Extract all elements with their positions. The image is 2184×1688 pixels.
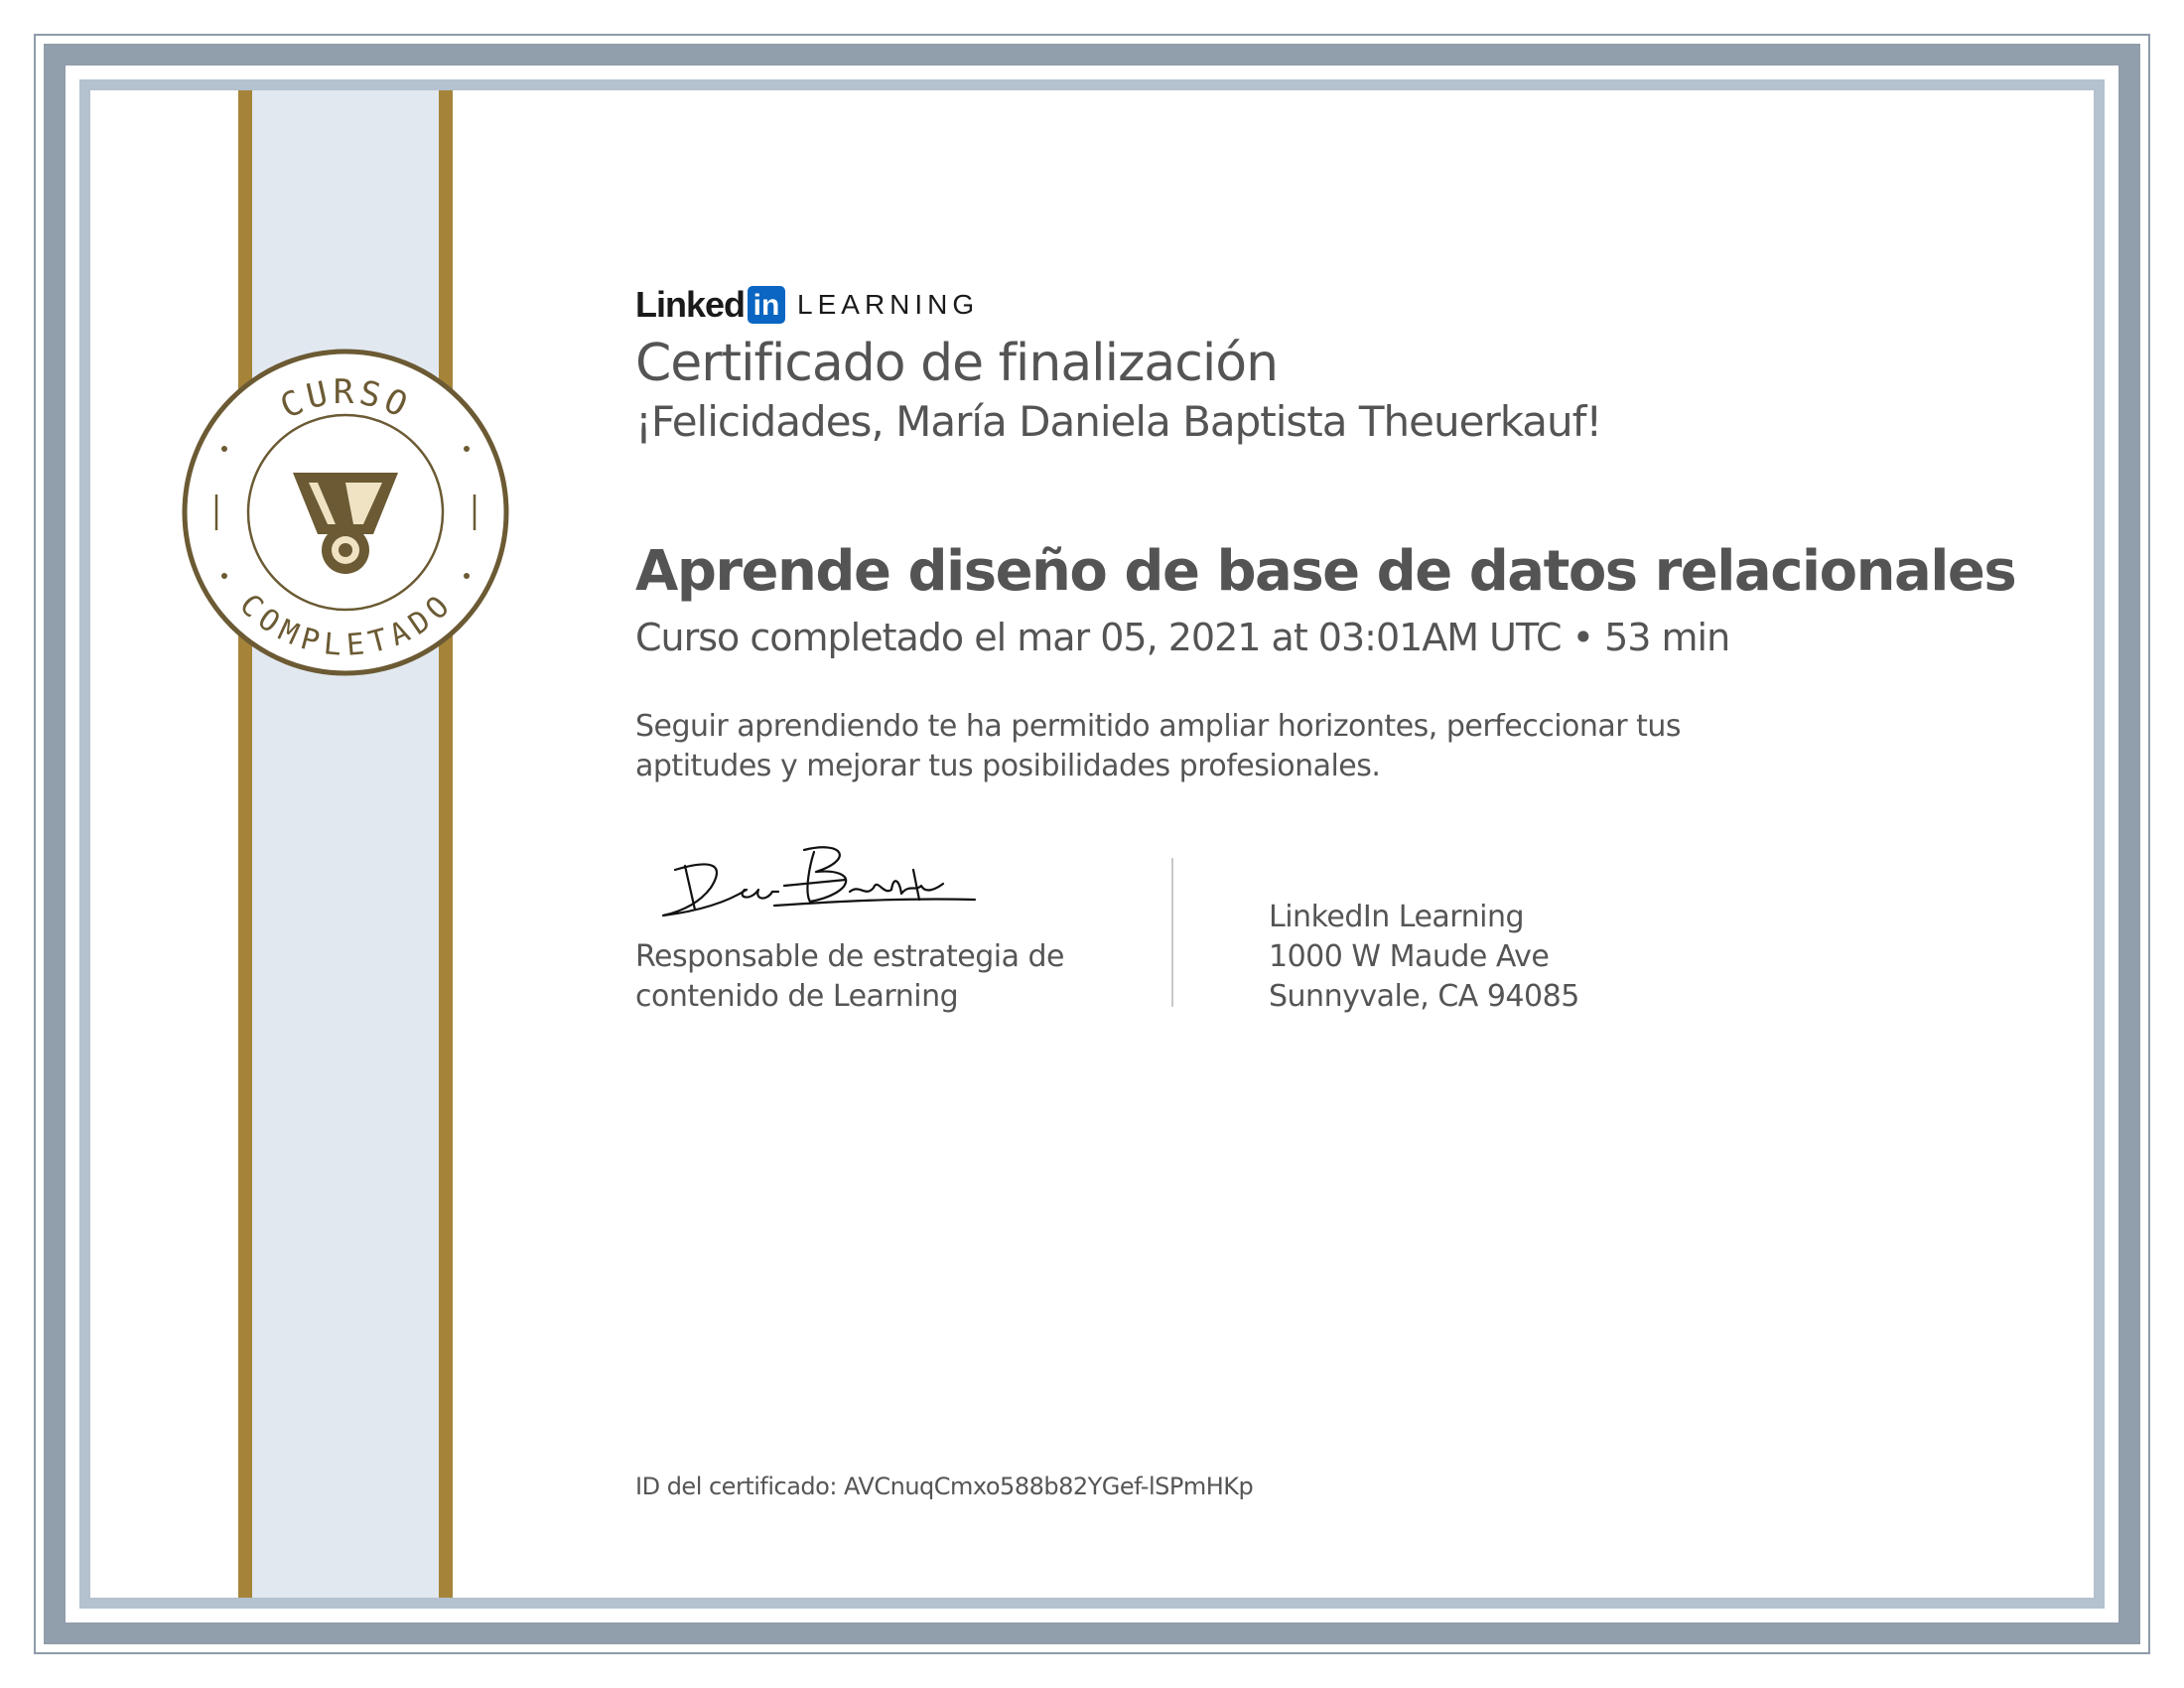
issuer-address [1269, 898, 1579, 1017]
logo-linked-text: Linked [635, 284, 746, 325]
divider [1171, 858, 1173, 1007]
linkedin-learning-logo [635, 282, 979, 328]
completion-details: Curso completado el mar 05, 2021 at 03:01AM UTC • 53 min [635, 616, 1730, 659]
signer-role [635, 937, 1064, 1017]
address-line: LinkedIn Learning [1269, 900, 1525, 934]
seal-bottom-text: COMPLETADO [232, 587, 459, 663]
ribbon-stripe-left [238, 90, 252, 1598]
linkedin-in-icon: in [748, 286, 785, 324]
logo-learning-text: LEARNING [797, 289, 980, 320]
certificate-title: Certificado de finalización [635, 334, 1279, 393]
signer-role-line: Responsable de estrategia de [635, 939, 1065, 974]
address-line: 1000 W Maude Ave [1269, 939, 1550, 974]
message-line: Seguir aprendiendo te ha permitido ampliar horizontes, perfeccionar tus [635, 709, 1682, 744]
address-line: Sunnyvale, CA 94085 [1269, 979, 1579, 1014]
seal-top-text: CURSO [274, 372, 417, 428]
certificate-message [635, 707, 1682, 786]
signature-image [655, 840, 983, 921]
ribbon [238, 90, 453, 1598]
course-completed-seal [179, 346, 512, 679]
ribbon-stripe-right [439, 90, 453, 1598]
message-line: aptitudes y mejorar tus posibilidades profesionales. [635, 749, 1381, 783]
signer-role-line: contenido de Learning [635, 979, 959, 1014]
recipient-greeting: ¡Felicidades, María Daniela Baptista Theuerkauf! [635, 397, 1602, 446]
course-title: Aprende diseño de base de datos relacionales [635, 539, 2016, 604]
certificate-id: ID del certificado: AVCnuqCmxo588b82YGef-lSPmHKp [635, 1473, 1254, 1500]
